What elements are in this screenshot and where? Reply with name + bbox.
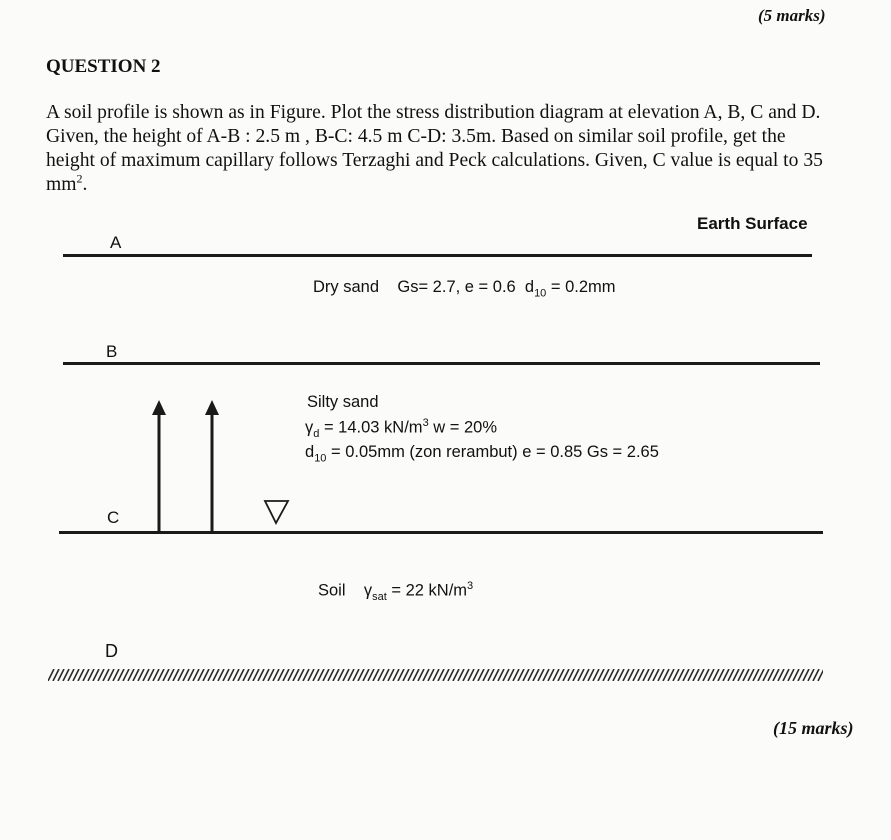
water-table-icon — [265, 501, 288, 523]
question-body-exponent: 2 — [76, 171, 83, 186]
silty-sand-gamma-symbol: γ — [305, 418, 314, 437]
silty-sand-water-content: w = 20% — [428, 418, 498, 437]
line-b — [63, 362, 820, 365]
question-body — [46, 101, 836, 197]
bedrock-hatch — [48, 669, 823, 681]
soil-gamma-subscript: sat — [372, 590, 387, 603]
elevation-label-b: B — [106, 342, 118, 361]
line-c — [59, 531, 823, 534]
dry-sand-d10-subscript: 10 — [534, 287, 547, 300]
earth-surface-label: Earth Surface — [697, 214, 808, 233]
line-a — [63, 254, 812, 257]
elevation-label-d: D — [105, 641, 118, 661]
dry-sand-d10-value: = 0.2mm — [546, 278, 616, 296]
question-body-end: . — [82, 174, 88, 195]
marks-top: (5 marks) — [758, 6, 826, 25]
capillary-arrow-right — [205, 400, 219, 531]
soil-gamma-exponent: 3 — [467, 580, 474, 592]
elevation-label-a: A — [110, 233, 122, 252]
dry-sand-gs: Gs= 2.7, e = 0.6 — [397, 278, 516, 296]
silty-sand-unit-weight — [305, 417, 497, 440]
marks-bottom: (15 marks) — [773, 718, 854, 738]
question-body-text: A soil profile is shown as in Figure. Plot the stress distribution diagram at elevation A, B, C and D. Given, the height of A-B : 2.5 m , B-C: 4.5 m C-D: 3.5m. Based on similar soil profile, get the height of maximum capillary follows Terzaghi and Peck calculations. Given, C value is equal to 35 mm — [46, 102, 823, 195]
silty-sand-gamma-subscript: d — [313, 427, 320, 440]
silty-sand-gamma-value: = 14.03 kN/m — [319, 418, 423, 437]
silty-sand-d10-subscript: 10 — [314, 452, 327, 465]
silty-sand-gamma-exponent: 3 — [422, 417, 429, 429]
dry-sand-name: Dry sand — [313, 278, 380, 296]
silty-sand-name: Silty sand — [307, 393, 379, 411]
soil-gamma-symbol: γ — [363, 581, 373, 600]
soil-gamma-value: = 22 kN/m — [386, 581, 468, 600]
dry-sand-properties — [313, 278, 616, 299]
capillary-arrow-left — [152, 400, 166, 531]
soil-properties — [318, 580, 473, 603]
dry-sand-d10-symbol: d — [524, 278, 535, 296]
elevation-label-c: C — [107, 508, 120, 527]
silty-sand-d10-value: = 0.05mm (zon rerambut) e = 0.85 Gs = 2.65 — [326, 443, 659, 461]
silty-sand-d10 — [305, 443, 659, 464]
soil-name: Soil — [318, 581, 346, 600]
silty-sand-d10-symbol: d — [305, 443, 315, 461]
capillary-diagram — [145, 395, 305, 535]
question-title: QUESTION 2 — [46, 56, 161, 77]
